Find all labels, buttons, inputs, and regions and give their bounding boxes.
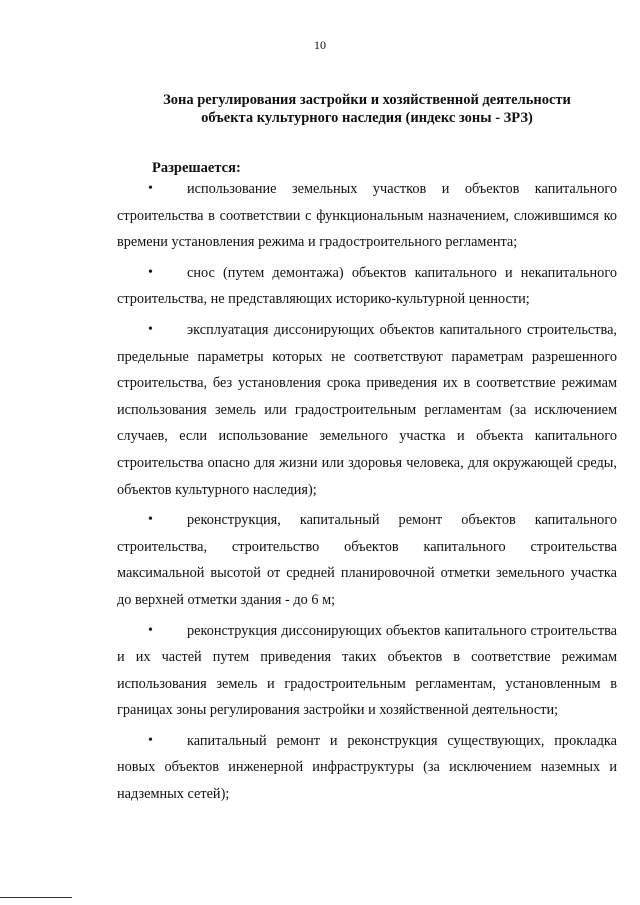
bullet-icon: • (148, 264, 153, 280)
list-item-text: использование земельных участков и объектов капитального строительства в соответствии с функциональным назначением, сложившимся ко времени установления режима и градостроительного регламента; (117, 181, 617, 251)
allowed-label: Разрешается: (152, 160, 241, 176)
section-heading (118, 91, 616, 127)
list-item-text: реконструкция диссонирующих объектов капитального строительства и их частей путем приведения таких объектов в соответствие режимам использования земель и градостроительным регламентам, установленным в границах зоны регулирования застройки и хозяйственной деятельности; (117, 622, 617, 719)
list-item (117, 260, 617, 313)
bullet-icon: • (148, 181, 153, 196)
list-item (117, 728, 617, 808)
list-item (117, 176, 617, 256)
list-item (117, 507, 617, 613)
bottom-rule (0, 897, 72, 898)
list-item-text: капитальный ремонт и реконструкция существующих, прокладка новых объектов инженерной инфраструктуры (за исключением наземных и надземных сетей); (117, 732, 617, 803)
list-item-text: реконструкция, капитальный ремонт объектов капитального строительства, строительство объектов капитального строительства максимальной высотой от средней планировочной отметки земельного участка до верхней отметки здания - до 6 м; (117, 512, 617, 608)
list-item (117, 618, 617, 724)
list-item-text: снос (путем демонтажа) объектов капитального и некапитального строительства, не представляющих историко-культурной ценности; (117, 264, 617, 308)
bullet-icon: • (148, 732, 153, 748)
bullet-icon: • (148, 622, 153, 638)
section-heading-line-1: Зона регулирования застройки и хозяйственной деятельности (163, 92, 571, 108)
allowed-items-list (117, 176, 617, 808)
list-item-text: эксплуатация диссонирующих объектов капитального строительства, предельные параметры которых не соответствуют параметрам разрешенного строительства, без установления срока приведения их в соответствие режимам использования земель или градостроительным регламентам (за исключением случаев, если использование земельного участка и объекта капитального строительства опасно для жизни или здоровья человека, для окружающей среды, объектов культурного наследия); (117, 321, 617, 498)
bullet-icon: • (148, 512, 153, 528)
list-item (117, 317, 617, 503)
bullet-icon: • (148, 321, 153, 337)
section-heading-line-2: объекта культурного наследия (индекс зоны - ЗРЗ) (201, 110, 533, 126)
page-number: 10 (314, 38, 326, 52)
